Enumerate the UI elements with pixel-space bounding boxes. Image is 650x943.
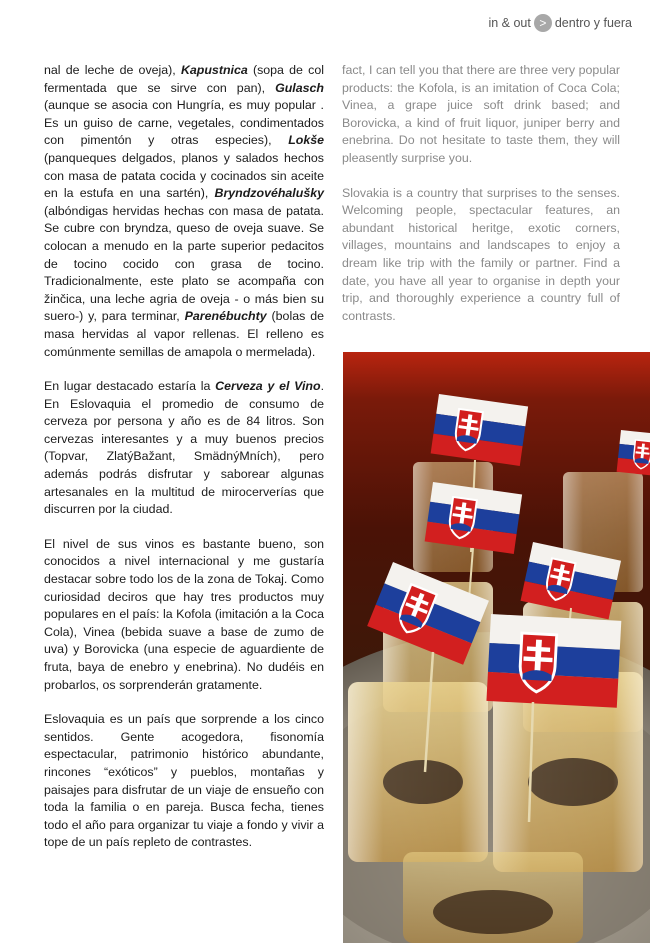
paragraph-conclusion-en: Slovakia is a country that surprises to the senses. Welcoming people, spectacular features, an abundant historical heritge, exotic corners, villages, mountains and landscapes to enjoy a dream like trip with the family or partner. Find a date, you have all year to organise in depth your trip, and thoroughly experience a country full of contrasts.: [342, 185, 620, 323]
dish-bryndzove-halusky: Bryndzovéhalušky: [214, 186, 324, 201]
chevron-right-icon: >: [534, 14, 552, 32]
slovak-flag-shots-photo: [343, 352, 650, 943]
paragraph-dishes: nal de leche de oveja), Kapustnica (sopa de col fermentada que se sirve con pan), Gulasch (aunque se asocia con Hungría, es muy popular . Es un guiso de carne, vegetales, condimentados con pimentón y otras especies), Lokše (panqueques delgados, planos y salados hechos con masa de patata cocida y cocinados sin aceite en la estufa en una sartén), Bryndzovéhalušky (albóndigas hervidas hechas con masa de patata. Se cubre con bryndza, queso de oveja suave. Se colocan a menudo en la parte superior pedacitos de tocino cocido con grasa de tocino. Tradicionalmente, este plato se acompaña con žinčica, una leche agria de oveja - o más bien su suero-) y, para terminar, Parenébuchty (bolas de masa hervidas al vapor rellenas. El relleno es comúnmente semillas de amapola o mermelada).: [44, 63, 324, 359]
section-label: in & out: [488, 16, 531, 30]
subsection-label: dentro y fuera: [554, 16, 632, 30]
dish-lokse: Lokše: [288, 133, 324, 148]
paragraph-conclusion: Eslovaquia es un país que sorprende a los cinco sentidos. Gente acogedora, fisonomía espectacular, patrimonio histórico abundante, rincones “exóticos” y pueblos, montañas y paisajes para disfrutar de un viaje de ensueño con toda la familia o en pareja. Busca fecha, tienes todo el año para organizar tu viaje a fondo y vivir a tope de un país repleto de contrastes.: [44, 712, 324, 850]
section-header: [488, 14, 632, 32]
spanish-column: [44, 62, 324, 869]
english-column: [342, 62, 620, 342]
dish-gulasch: Gulasch: [275, 80, 324, 95]
dish-kapustnica: Kapustnica: [180, 63, 248, 77]
paragraph-wines: El nivel de sus vinos es bastante bueno, son conocidos a nivel internacional y me gustaría destacar sobre todo los de la zona de Tokaj. Como curiosidad deciros que hay tres productos muy populares en el país: la Kofola (imitación a la Coca Cola), Vinea (bebida suave a base de zumo de uva) y Borovicka (una especie de aguardiente de fruta, baya de enebro y enebrina). No dudéis en probarlos, os sorprenderán gratamente.: [44, 536, 324, 692]
dish-parene-buchty: Parenébuchty: [184, 309, 267, 324]
highlight-beer-wine: Cerveza y el Vino: [215, 379, 321, 394]
paragraph-beer-wine: En lugar destacado estaría la Cerveza y el Vino. En Eslovaquia el promedio de consumo de cerveza por persona y año es de 84 litros. Son cervezas interesantes y a muy buenos precios (Topvar, ZlatýBažant, SmädnýMních), pero además podrás disfrutar y saborear algunas artesanales en la multitud de mirocerverías que discurren por la ciudad.: [44, 379, 325, 517]
paragraph-products-en: fact, I can tell you that there are three very popular products: the Kofola, is an imitation of Coca Cola; Vinea, a grape juice soft drink based; and Borovicka, a kind of fruit liquor, juniper berry and enebrina. Do not hesitate to taste them, they will pleasently surprise you.: [342, 63, 620, 165]
